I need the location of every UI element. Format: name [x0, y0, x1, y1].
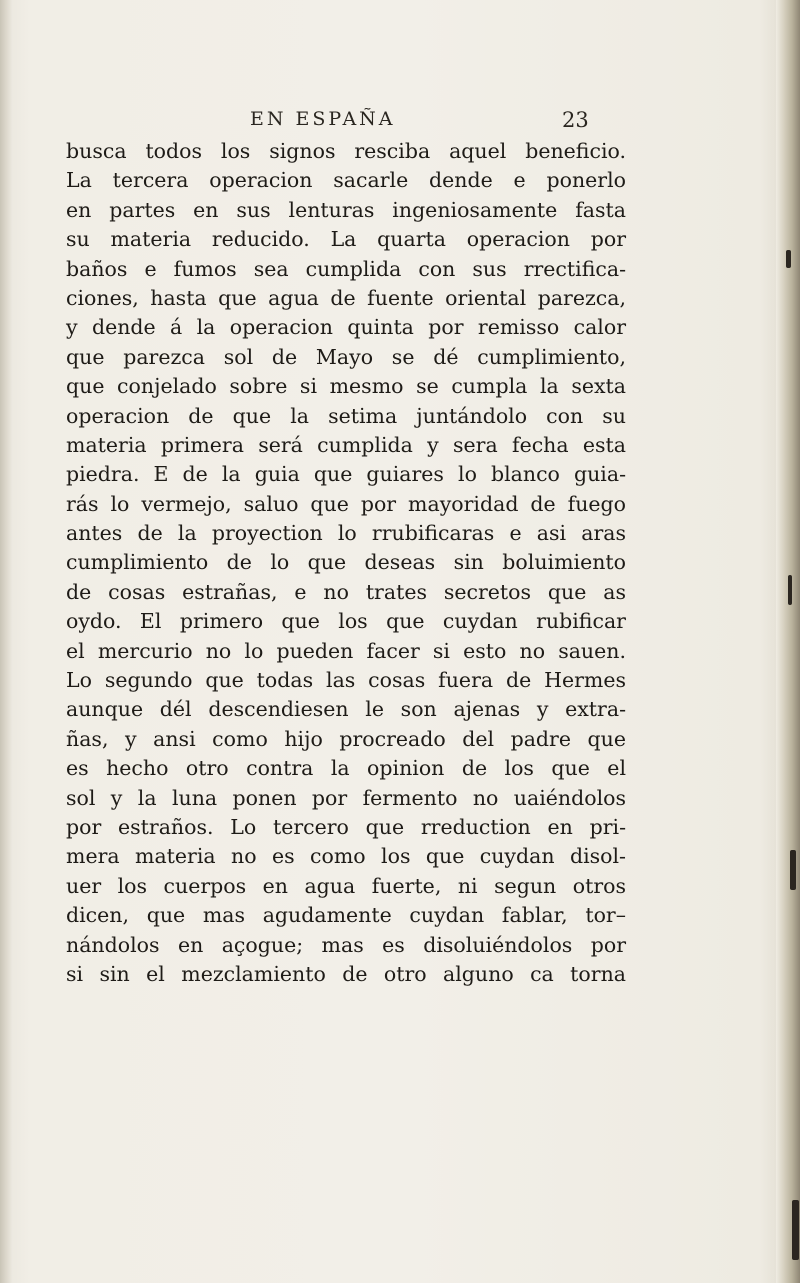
page-edge-mark: [786, 250, 791, 268]
text-line: ñas, y ansi como hijo procreado del padre que: [66, 726, 626, 751]
page-number: 23: [562, 108, 589, 132]
text-line: es hecho otro contra la opinion de los que el: [66, 756, 626, 781]
text-line: cumplimiento de lo que deseas sin boluimiento: [66, 550, 626, 575]
text-line: materia primera será cumplida y sera fecha esta: [66, 432, 626, 457]
running-title: EN ESPAÑA: [250, 108, 396, 130]
text-line: dicen, que mas agudamente cuydan fablar, tor–: [66, 903, 626, 928]
text-line: piedra. E de la guia que guiares lo blanco guia-: [66, 462, 626, 487]
text-line: baños e fumos sea cumplida con sus rrectifica-: [66, 256, 626, 281]
text-line: antes de la proyection lo rrubificaras e asi aras: [66, 521, 626, 546]
text-line: por estraños. Lo tercero que rreduction en pri-: [66, 814, 626, 839]
body-text: [66, 137, 626, 989]
page-edge-mark: [792, 1200, 799, 1260]
text-line: su materia reducido. La quarta operacion por: [66, 227, 626, 252]
page-edge-mark: [788, 575, 792, 605]
text-line: Lo segundo que todas las cosas fuera de Hermes: [66, 668, 626, 693]
text-line: que parezca sol de Mayo se dé cumplimiento,: [66, 344, 626, 369]
page-gutter-left: [0, 0, 12, 1283]
text-line: de cosas estrañas, e no trates secretos que as: [66, 579, 626, 604]
text-line: en partes en sus lenturas ingeniosamente fasta: [66, 197, 626, 222]
text-line: operacion de que la setima juntándolo con su: [66, 403, 626, 428]
text-line: nándolos en açogue; mas es disoluiéndolos por: [66, 932, 626, 957]
text-line: sol y la luna ponen por fermento no uaiéndolos: [66, 785, 626, 810]
text-line: oydo. El primero que los que cuydan rubificar: [66, 609, 626, 634]
text-line: el mercurio no lo pueden facer si esto no sauen.: [66, 638, 626, 663]
running-head: [170, 108, 610, 140]
text-line: y dende á la operacion quinta por remisso calor: [66, 315, 626, 340]
text-line: que conjelado sobre si mesmo se cumpla la sexta: [66, 374, 626, 399]
page-edge-mark: [790, 850, 796, 890]
text-line: mera materia no es como los que cuydan disol-: [66, 844, 626, 869]
text-line: busca todos los signos resciba aquel beneficio.: [66, 139, 626, 163]
page-edge-right: [776, 0, 800, 1283]
text-line: rás lo vermejo, saluo que por mayoridad de fuego: [66, 491, 626, 516]
text-line: ciones, hasta que agua de fuente oriental parezca,: [66, 285, 626, 310]
text-line: uer los cuerpos en agua fuerte, ni segun otros: [66, 873, 626, 898]
text-line: si sin el mezclamiento de otro alguno ca torna: [66, 961, 626, 986]
text-line: La tercera operacion sacarle dende e ponerlo: [66, 168, 626, 193]
text-line: aunque dél descendiesen le son ajenas y extra-: [66, 697, 626, 722]
